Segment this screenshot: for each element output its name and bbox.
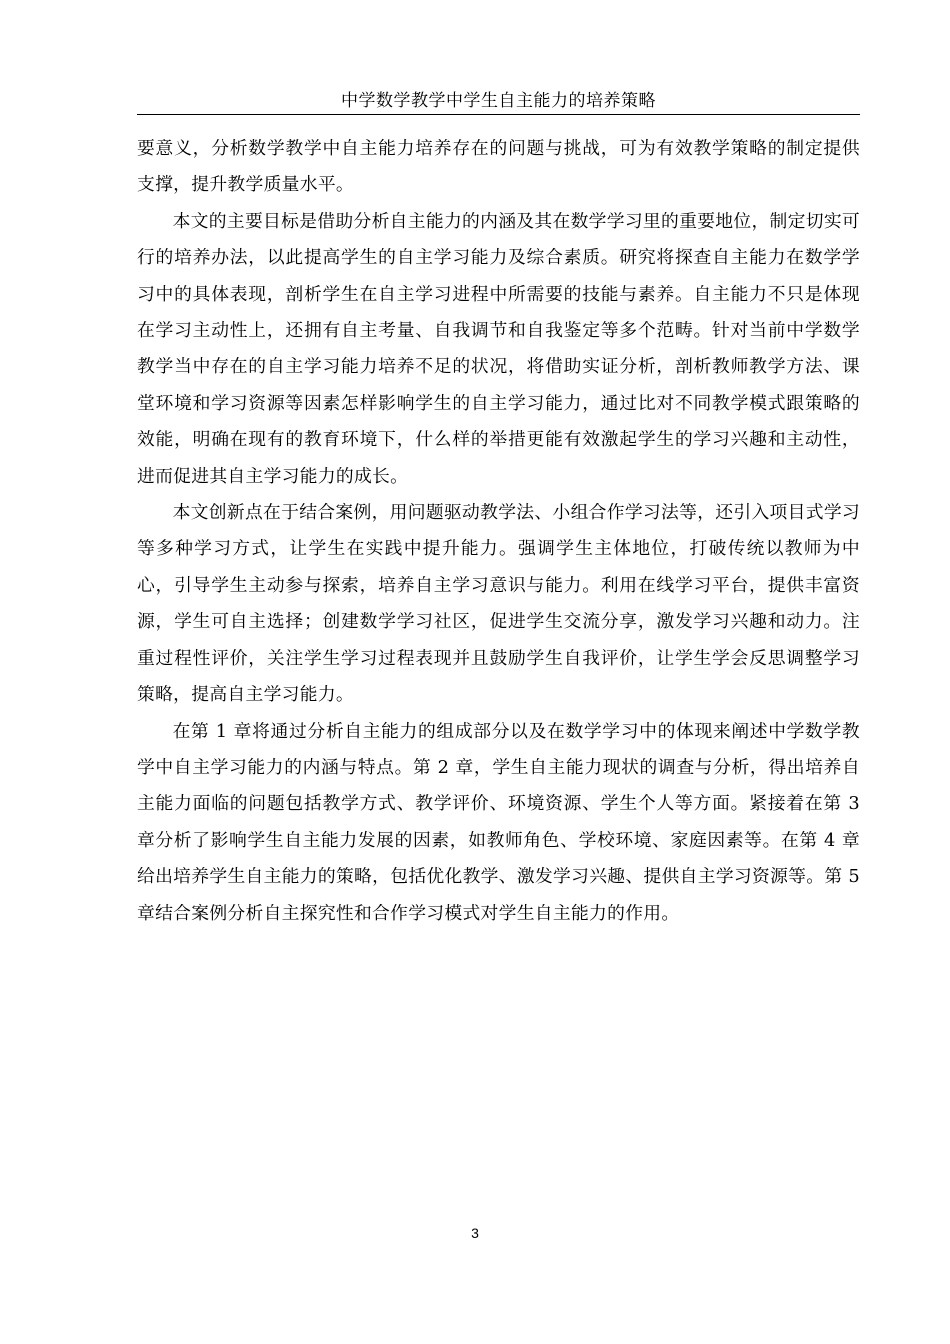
paragraph-innovations: 本文创新点在于结合案例，用问题驱动教学法、小组合作学习法等，还引入项目式学习等多种学习方式，让学生在实践中提升能力。强调学生主体地位，打破传统以教师为中心，引导学生主动参与探索，培养自主学习意识与能力。利用在线学习平台，提供丰富资源，学生可自主选择；创建数学学习社区，促进学生交流分享，激发学习兴趣和动力。注重过程性评价，关注学生学习过程表现并且鼓励学生自我评价，让学生学会反思调整学习策略，提高自主学习能力。 [137,502,860,706]
page-number: 3 [471,1225,479,1241]
body-text [137,131,860,932]
paragraph-objectives: 本文的主要目标是借助分析自主能力的内涵及其在数学学习里的重要地位，制定切实可行的培养办法，以此提高学生的自主学习能力及综合素质。研究将探查自主能力在数学学习中的具体表现，剖析学生在自主学习进程中所需要的技能与素养。自主能力不只是体现在学习主动性上，还拥有自主考量、自我调节和自我鉴定等多个范畴。针对当前中学数学教学当中存在的自主学习能力培养不足的状况，将借助实证分析，剖析教师教学方法、课堂环境和学习资源等因素怎样影响学生的自主学习能力，通过比对不同教学模式跟策略的效能，明确在现有的教育环境下，什么样的举措更能有效激起学生的学习兴趣和主动性，进而促进其自主学习能力的成长。 [137,210,860,487]
running-header-title: 中学数学教学中学生自主能力的培养策略 [341,91,656,111]
paragraph-chapter-outline: 在第 1 章将通过分析自主能力的组成部分以及在数学学习中的体现来阐述中学数学教学中自主学习能力的内涵与特点。第 2 章，学生自主能力现状的调查与分析，得出培养自主能力面临的问题包括教学方式、教学评价、环境资源、学生个人等方面。紧接着在第 3 章分析了影响学生自主能力发展的因素，如教师角色、学校环境、家庭因素等。在第 4 章给出培养学生自主能力的策略，包括优化教学、激发学习兴趣、提供自主学习资源等。第 5 章结合案例分析自主探究性和合作学习模式对学生自主能力的作用。 [137,720,860,924]
paragraph-continuation: 要意义，分析数学教学中自主能力培养存在的问题与挑战，可为有效教学策略的制定提供支撑，提升教学质量水平。 [137,138,860,196]
header-divider [137,114,860,115]
